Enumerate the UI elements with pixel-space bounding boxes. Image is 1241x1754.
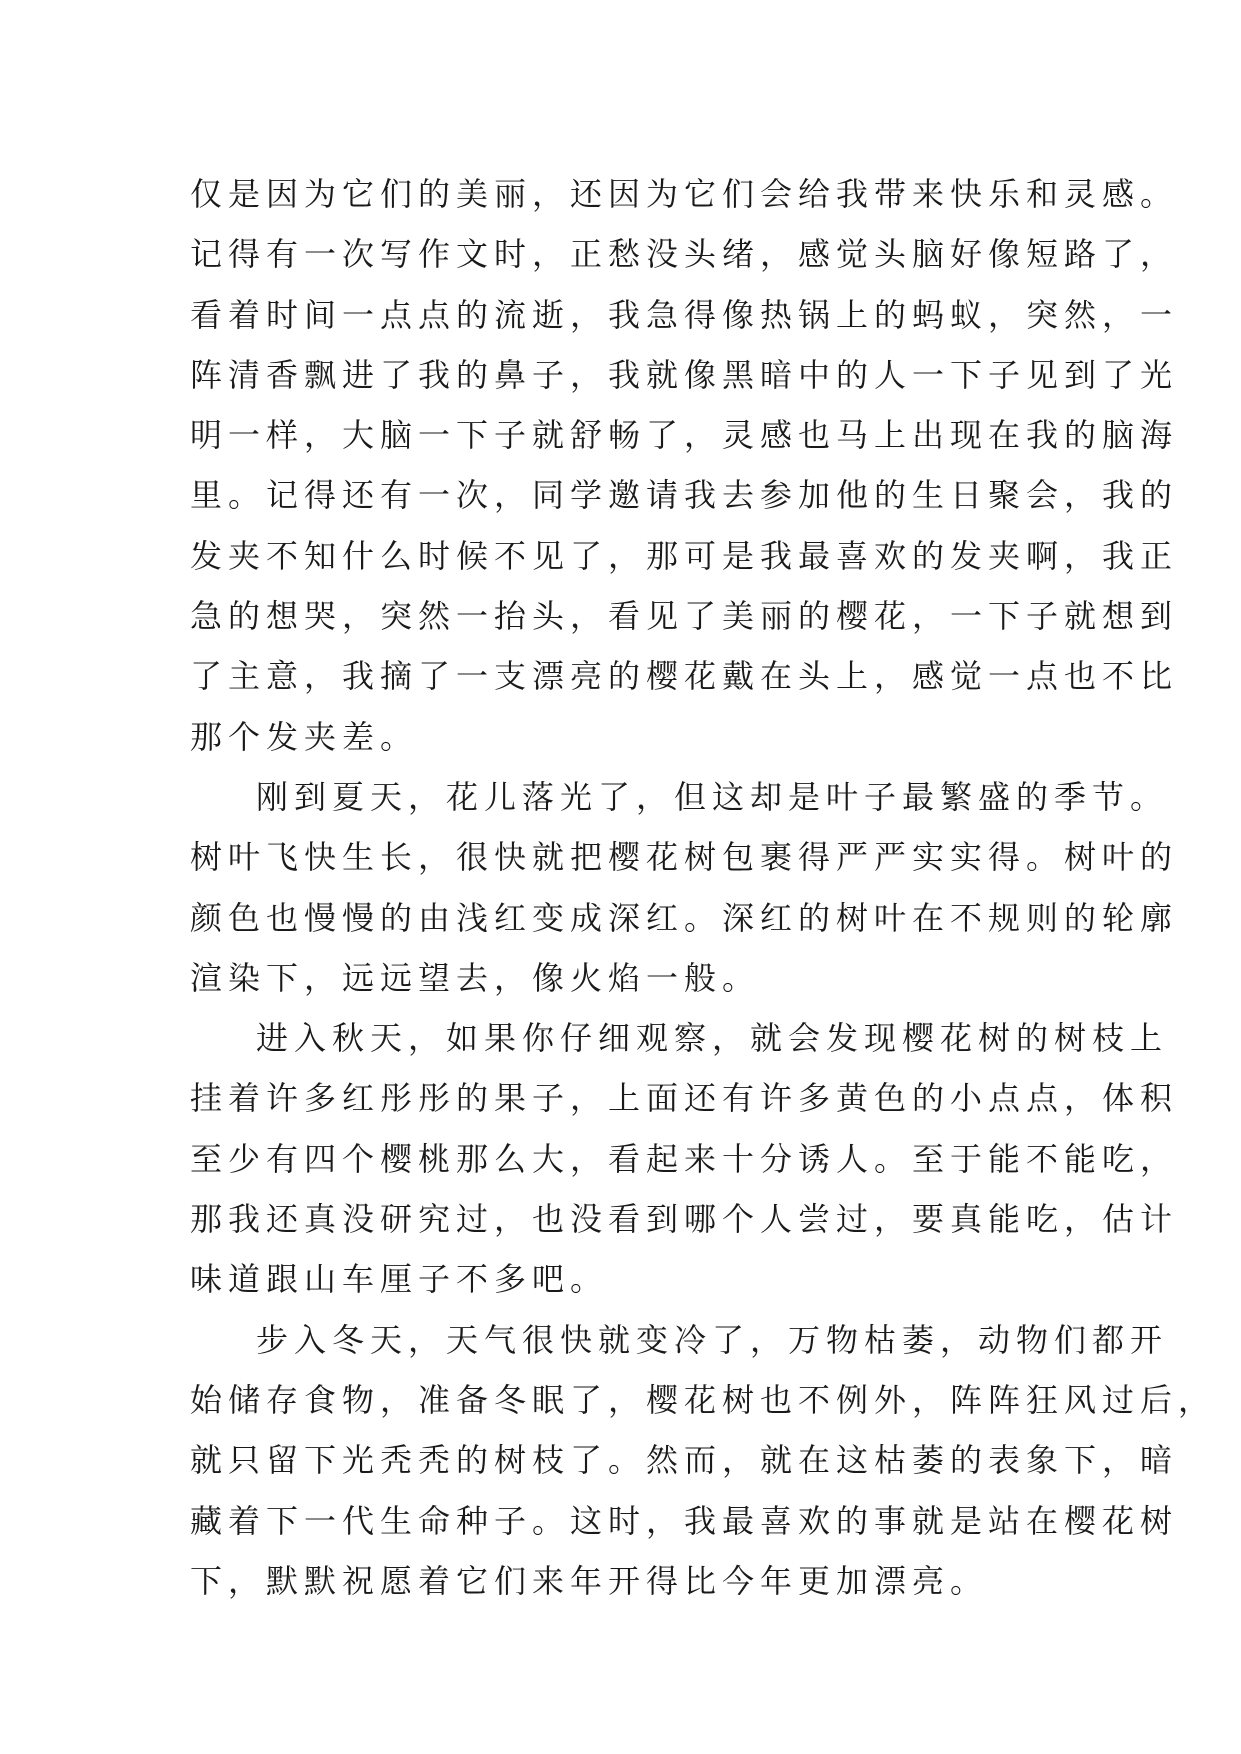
- paragraph-start-line: 步入冬天，天气很快就变冷了，万物枯萎，动物们都开: [256, 1320, 1169, 1359]
- text-line: 仅是因为它们的美丽，还因为它们会给我带来快乐和灵感。: [190, 175, 1179, 213]
- text-line: 颜色也慢慢的由浅红变成深红。深红的树叶在不规则的轮廓: [190, 898, 1179, 937]
- text-line: 那个发夹差。: [190, 717, 419, 756]
- paragraph-start-line: 刚到夏天，花儿落光了，但这却是叶子最繁盛的季节。: [256, 777, 1169, 816]
- text-line: 急的想哭，突然一抬头，看见了美丽的樱花，一下子就想到: [190, 597, 1179, 636]
- text-line: 渲染下，远远望去，像火焰一般。: [190, 958, 761, 997]
- text-line: 明一样，大脑一下子就舒畅了，灵感也马上出现在我的脑海: [190, 416, 1179, 455]
- text-line: 至少有四个樱桃那么大，看起来十分诱人。至于能不能吃，: [190, 1139, 1179, 1178]
- text-line: 阵清香飘进了我的鼻子，我就像黑暗中的人一下子见到了光: [190, 355, 1179, 394]
- text-line: 里。记得还有一次，同学邀请我去参加他的生日聚会，我的: [190, 476, 1179, 515]
- text-line: 记得有一次写作文时，正愁没头绪，感觉头脑好像短路了，: [190, 235, 1179, 274]
- text-line: 下，默默祝愿着它们来年开得比今年更加漂亮。: [190, 1561, 989, 1600]
- text-line: 挂着许多红彤彤的果子，上面还有许多黄色的小点点，体积: [190, 1079, 1179, 1118]
- text-line: 了主意，我摘了一支漂亮的樱花戴在头上，感觉一点也不比: [190, 657, 1179, 696]
- text-line: 始储存食物，准备冬眠了，樱花树也不例外，阵阵狂风过后，: [190, 1380, 1217, 1419]
- text-line: 看着时间一点点的流逝，我急得像热锅上的蚂蚁，突然，一: [190, 295, 1179, 334]
- text-line: 藏着下一代生命种子。这时，我最喜欢的事就是站在樱花树: [190, 1501, 1179, 1540]
- text-line: 味道跟山车厘子不多吧。: [190, 1260, 609, 1299]
- paragraph-start-line: 进入秋天，如果你仔细观察，就会发现樱花树的树枝上: [256, 1019, 1169, 1058]
- document-body: [190, 164, 1217, 1611]
- text-line: 树叶飞快生长，很快就把樱花树包裹得严严实实得。树叶的: [190, 838, 1179, 877]
- text-line: 那我还真没研究过，也没看到哪个人尝过，要真能吃，估计: [190, 1200, 1179, 1239]
- text-line: 就只留下光秃秃的树枝了。然而，就在这枯萎的表象下，暗: [190, 1441, 1179, 1480]
- text-line: 发夹不知什么时候不见了，那可是我最喜欢的发夹啊，我正: [190, 536, 1179, 575]
